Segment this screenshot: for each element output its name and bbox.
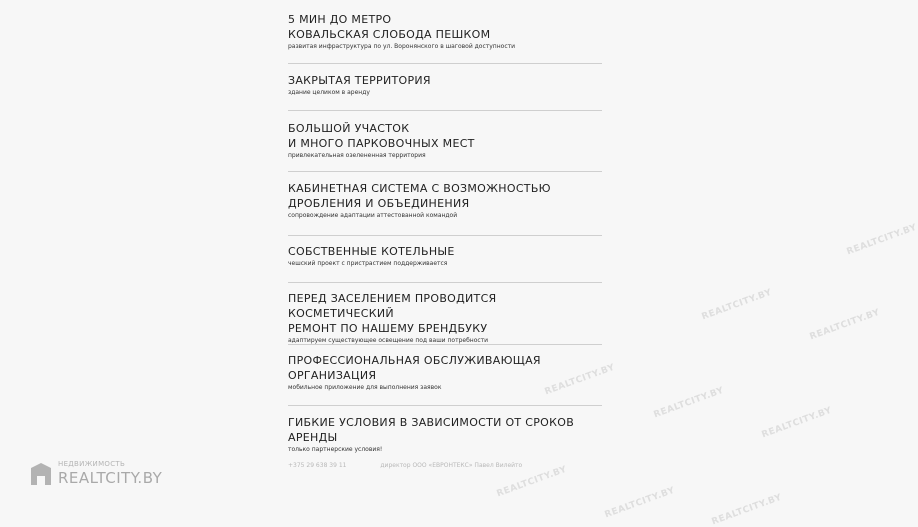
feature-item <box>288 73 431 97</box>
feature-title: БОЛЬШОЙ УЧАСТОК И МНОГО ПАРКОВОЧНЫХ МЕСТ <box>288 122 475 150</box>
feature-subtitle: сопровождение адаптации аттестованной командой <box>288 212 458 219</box>
feature-subtitle: адаптируем существующее освещение под ваши потребности <box>288 337 489 344</box>
feature-item <box>288 291 602 345</box>
watermark-text: REALTCITY.BY <box>603 485 677 521</box>
feature-item <box>288 121 475 160</box>
feature-item <box>288 181 551 220</box>
watermark-text: REALTCITY.BY <box>495 464 569 500</box>
divider <box>288 110 602 111</box>
feature-subtitle: только партнерские условия! <box>288 446 383 453</box>
watermark-text: REALTCITY.BY <box>543 362 617 398</box>
footer-director: директор ООО «ЕВРОНТЕКС» Павел Вилейто <box>380 462 523 469</box>
feature-title: ПЕРЕД ЗАСЕЛЕНИЕМ ПРОВОДИТСЯ КОСМЕТИЧЕСКИЙ РЕМОНТ ПО НАШЕМУ БРЕНДБУКУ <box>288 292 497 335</box>
feature-title: КАБИНЕТНАЯ СИСТЕМА С ВОЗМОЖНОСТЬЮ ДРОБЛЕНИЯ И ОБЪЕДИНЕНИЯ <box>288 182 551 210</box>
footer <box>288 462 554 469</box>
feature-title: 5 МИН ДО МЕТРО КОВАЛЬСКАЯ СЛОБОДА ПЕШКОМ <box>288 13 491 41</box>
logo-subtitle: НЕДВИЖИМОСТЬ <box>58 460 126 468</box>
feature-subtitle: здание целиком в аренду <box>288 89 370 96</box>
feature-title: СОБСТВЕННЫЕ КОТЕЛЬНЫЕ <box>288 245 455 258</box>
feature-item <box>288 353 541 392</box>
feature-subtitle: чешский проект с пристрастием поддерживается <box>288 260 448 267</box>
watermark-text: REALTCITY.BY <box>808 307 882 343</box>
feature-item <box>288 244 455 268</box>
feature-subtitle: мобильное приложение для выполнения заявок <box>288 384 442 391</box>
watermark-text: REALTCITY.BY <box>760 405 834 441</box>
footer-phone: +375 29 638 39 11 <box>288 462 347 469</box>
watermark-text: REALTCITY.BY <box>710 492 784 527</box>
watermark-text: REALTCITY.BY <box>845 222 918 258</box>
feature-subtitle: привлекательная озелененная территория <box>288 152 426 159</box>
feature-item <box>288 415 602 454</box>
logo-title: REALTCITY.BY <box>58 469 163 487</box>
watermark-text: REALTCITY.BY <box>700 287 774 323</box>
feature-title: ГИБКИЕ УСЛОВИЯ В ЗАВИСИМОСТИ ОТ СРОКОВ АРЕНДЫ <box>288 416 575 444</box>
building-logo-icon <box>30 462 52 486</box>
feature-item <box>288 12 515 51</box>
watermark-text: REALTCITY.BY <box>652 385 726 421</box>
divider <box>288 405 602 406</box>
feature-title: ПРОФЕССИОНАЛЬНАЯ ОБСЛУЖИВАЮЩАЯ ОРГАНИЗАЦИЯ <box>288 354 541 382</box>
feature-subtitle: развитая инфраструктура по ул. Воронянского в шаговой доступности <box>288 43 516 50</box>
divider <box>288 235 602 236</box>
divider <box>288 63 602 64</box>
feature-title: ЗАКРЫТАЯ ТЕРРИТОРИЯ <box>288 74 431 87</box>
divider <box>288 344 602 345</box>
divider <box>288 171 602 172</box>
divider <box>288 282 602 283</box>
